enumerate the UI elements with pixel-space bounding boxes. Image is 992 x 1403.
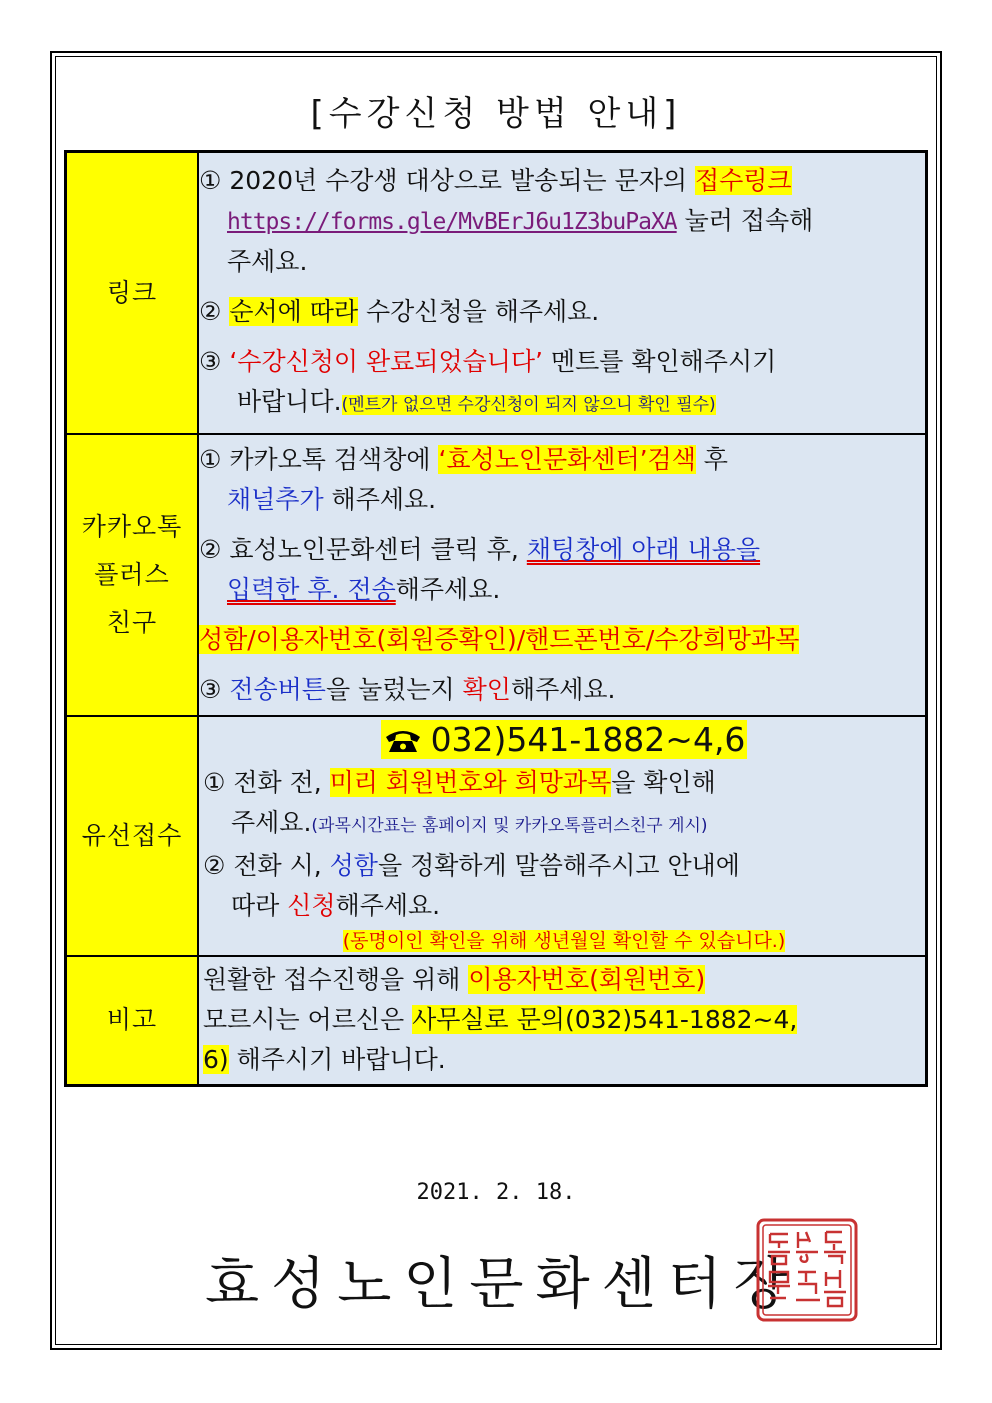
official-seal-icon xyxy=(756,1218,858,1322)
section-remark xyxy=(66,956,927,1086)
required-check-note: (멘트가 없으면 수강신청이 되지 않으니 확인 필수) xyxy=(341,394,716,415)
section-kakao xyxy=(66,434,927,716)
signature: 효성노인문화센터장 xyxy=(205,1252,800,1317)
message-format: 성함/이용자번호(회원증확인)/핸드폰번호/수강희망과목 xyxy=(199,624,800,654)
link-item-2: ② 순서에 따라 수강신청을 해주세요. xyxy=(199,296,600,326)
phone-number-line: 032)541-1882~4,6 xyxy=(203,717,925,763)
issue-date: 2021. 2. 18. xyxy=(416,1180,576,1205)
kakao-item-3: ③ 전송버튼을 눌렀는지 확인해주세요. xyxy=(199,674,616,704)
completion-message: ‘수강신청이 완료되었습니다’ xyxy=(229,346,544,376)
link-item-1: ① 2020년 수강생 대상으로 발송되는 문자의 접수링크 xyxy=(199,165,792,195)
label-link: 링크 xyxy=(66,152,199,434)
notice-table xyxy=(64,150,928,1087)
phone-item-1: ① 전화 전, 미리 회원번호와 희망과목을 확인해 xyxy=(203,768,716,797)
content-kakao: ① 카카오톡 검색창에 ‘효성노인문화센터’검색 후 채널추가 해주세요. ② 효성노인문화센터 클릭 후, 채팅창에 아래 내용을 입력한 후. 전송해주세요. 성함/이용자번호(회원증확인)/핸드폰번호/수강희망과목 ③ 전송버튼을 눌렀는지 확인해주세요. xyxy=(198,434,927,716)
phone-item-2: ② 전화 시, 성함을 정확하게 말씀해주시고 안내에 xyxy=(203,851,740,880)
section-phone xyxy=(66,716,927,956)
order-highlight: 순서에 따라 xyxy=(229,296,359,326)
page-title: [수강신청 방법 안내] xyxy=(310,94,682,134)
kakao-item-2: ② 효성노인문화센터 클릭 후, 채팅창에 아래 내용을 xyxy=(199,534,761,564)
section-link xyxy=(66,152,927,434)
content-remark: 원활한 접수진행을 위해 이용자번호(회원번호) 모르시는 어르신은 사무실로 문의(032)541-1882~4, 6) 해주시기 바랍니다. xyxy=(198,956,927,1086)
link-item-3: ③ ‘수강신청이 완료되었습니다’ 멘트를 확인해주시기 xyxy=(199,346,777,376)
label-phone: 유선접수 xyxy=(66,716,199,956)
registration-form-link[interactable]: https://forms.gle/MvBErJ6u1Z3buPaXA xyxy=(227,208,677,235)
content-phone: 032)541-1882~4,6 ① 전화 전, 미리 회원번호와 희망과목을 확인해 주세요.(과목시간표는 홈페이지 및 카카오톡플러스친구 게시) ② 전화 시, 성함을 정확하게 말씀해주시고 안내에 따라 신청해주세요. (동명이인 확인을 위해 생년월일 확인할 수 있습니다.) xyxy=(198,716,927,956)
label-remark: 비고 xyxy=(66,956,199,1086)
phone-icon xyxy=(383,728,423,754)
search-keyword: ‘효성노인문화센터’검색 xyxy=(438,444,696,474)
label-kakao: 카카오톡 플러스 친구 xyxy=(66,434,199,716)
kakao-item-1: ① 카카오톡 검색창에 ‘효성노인문화센터’검색 후 xyxy=(199,444,728,474)
content-link: ① 2020년 수강생 대상으로 발송되는 문자의 접수링크 https://forms.gle/MvBErJ6u1Z3buPaXA 눌러 접속해 주세요. ② 순서에 따라 수강신청을 해주세요. ③ ‘수강신청이 완료되었습니다’ 멘트를 확인해주시기 바랍니다.(멘트가 없으면 수강신청이 되지 않으니 확인 필수) xyxy=(198,152,927,434)
link-highlight: 접수링크 xyxy=(694,165,792,195)
